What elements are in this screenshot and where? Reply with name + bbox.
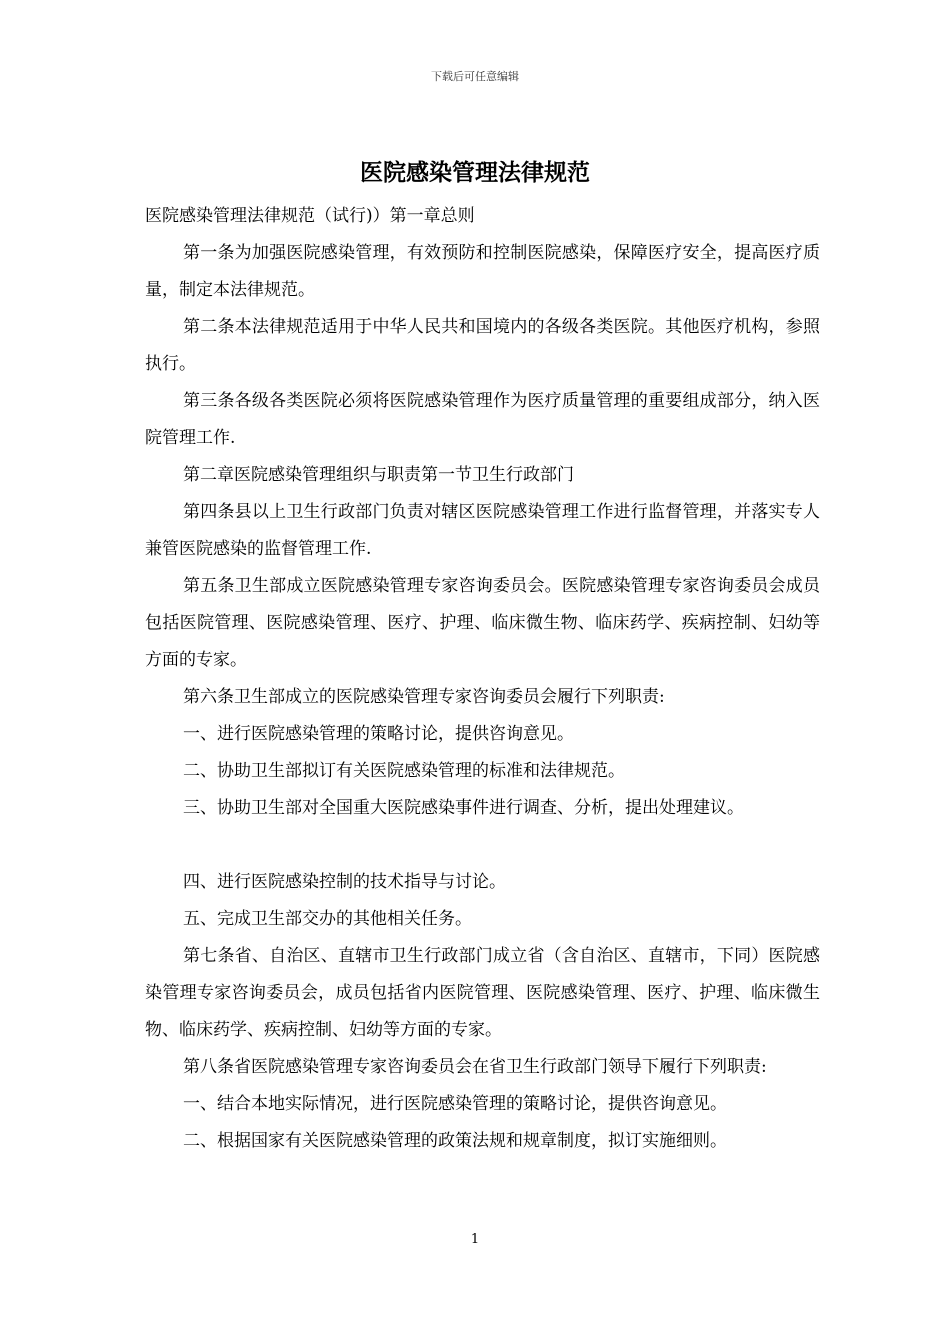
list-item: 一、结合本地实际情况，进行医院感染管理的策略讨论，提供咨询意见。 bbox=[183, 1094, 727, 1114]
paragraph: 第七条省、自治区、直辖市卫生行政部门成立省（含自治区、直辖市，下同）医院感染管理专家咨询委员会，成员包括省内医院管理、医院感染管理、医疗、护理、临床微生物、临床药学、疾病控制、妇幼等方面的专家。 bbox=[145, 946, 820, 1040]
document-title: 医院感染管理法律规范 bbox=[360, 159, 590, 186]
paragraph: 第一条为加强医院感染管理，有效预防和控制医院感染，保障医疗安全，提高医疗质量，制定本法律规范。 bbox=[145, 243, 820, 300]
chapter-heading: 第二章医院感染管理组织与职责第一节卫生行政部门 bbox=[183, 465, 574, 485]
paragraph: 第三条各级各类医院必须将医院感染管理作为医疗质量管理的重要组成部分，纳入医院管理工作. bbox=[145, 391, 820, 448]
list-item: 二、协助卫生部拟订有关医院感染管理的标准和法律规范。 bbox=[183, 761, 625, 781]
paragraph: 第五条卫生部成立医院感染管理专家咨询委员会。医院感染管理专家咨询委员会成员包括医院管理、医院感染管理、医疗、护理、临床微生物、临床药学、疾病控制、妇幼等方面的专家。 bbox=[145, 576, 820, 670]
document-body bbox=[145, 198, 820, 1160]
list-item: 二、根据国家有关医院感染管理的政策法规和规章制度，拟订实施细则。 bbox=[183, 1131, 727, 1151]
paragraph: 医院感染管理法律规范（试行)）第一章总则 bbox=[145, 206, 475, 226]
paragraph: 第二条本法律规范适用于中华人民共和国境内的各级各类医院。其他医疗机构，参照执行。 bbox=[145, 317, 820, 374]
list-item: 五、完成卫生部交办的其他相关任务。 bbox=[183, 909, 472, 929]
list-item: 一、进行医院感染管理的策略讨论，提供咨询意见。 bbox=[183, 724, 574, 744]
list-item: 三、协助卫生部对全国重大医院感染事件进行调查、分析，提出处理建议。 bbox=[183, 798, 744, 818]
paragraph: 第六条卫生部成立的医院感染管理专家咨询委员会履行下列职责: bbox=[183, 687, 665, 707]
paragraph: 第八条省医院感染管理专家咨询委员会在省卫生行政部门领导下履行下列职责: bbox=[183, 1057, 767, 1077]
list-item: 四、进行医院感染控制的技术指导与讨论。 bbox=[183, 872, 506, 892]
paragraph: 第四条县以上卫生行政部门负责对辖区医院感染管理工作进行监督管理，并落实专人兼管医院感染的监督管理工作. bbox=[145, 502, 820, 559]
page-number: 1 bbox=[470, 1232, 480, 1247]
header-note: 下载后可任意编辑 bbox=[431, 70, 519, 83]
